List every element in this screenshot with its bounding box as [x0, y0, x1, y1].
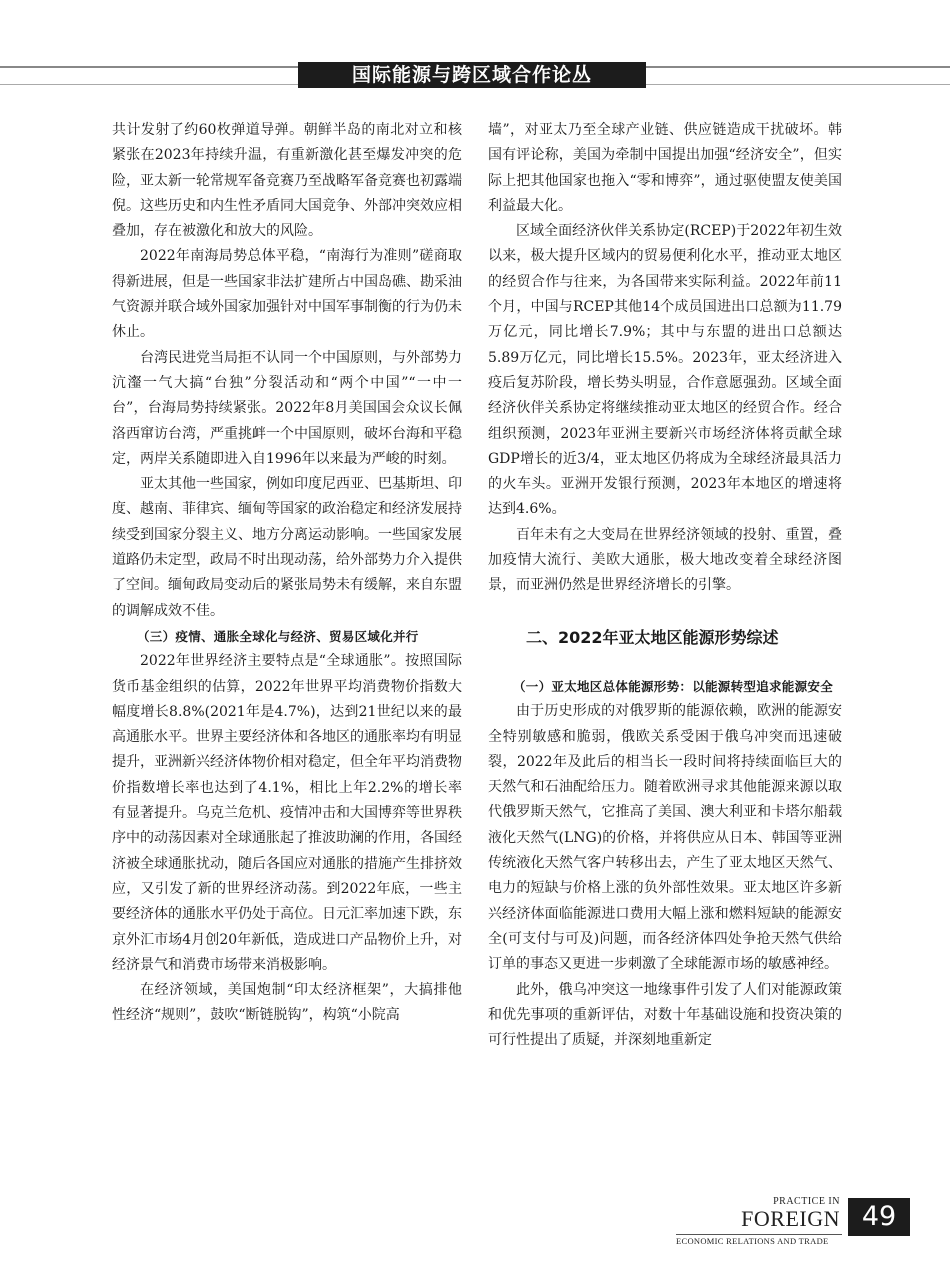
paragraph: 区域全面经济伙伴关系协定(RCEP)于2022年初生效以来，极大提升区域内的贸易便利化水平，推动亚太地区的经贸合作与往来，为各国带来实际利益。2022年前11个月，中国与RCEP其他14个成员国进出口总额为11.79万亿元，同比增长7.9%；其中与东盟的进出口总额达5.89万亿元，同比增长15.5%。2023年，亚太经济进入疫后复苏阶段，增长势头明显，合作意愿强劲。区域全面经济伙伴关系协定将继续推动亚太地区的经贸合作。经合组织预测，2023年亚洲主要新兴市场经济体将贡献全球GDP增长的近3/4，亚太地区仍将成为全球经济最具活力的火车头。亚洲开发银行预测，2023年本地区的增速将达到4.6%。: [488, 223, 842, 518]
logo-foreign-text: FOREIGN: [741, 1206, 840, 1231]
journal-title: 国际能源与跨区域合作论丛: [298, 62, 646, 88]
journal-logo: [676, 1196, 846, 1252]
paragraph: 2022年世界经济主要特点是“全球通胀”。按照国际货币基金组织的估算，2022年世界平均消费物价指数大幅度增长8.8%(2021年是4.7%)，达到21世纪以来的最高通胀水平。世界主要经济体和各地区的通胀率均有明显提升，亚洲新兴经济体物价相对稳定，但全年平均消费物价指数增长率也达到了4.1%，相比上年2.2%的增长率有显著提升。乌克兰危机、疫情冲击和大国博弈等世界秩序中的动荡因素对全球通胀起了推波助澜的作用，各国经济被全球通胀扰动，随后各国应对通胀的措施产生排挤效应，又引发了新的世界经济动荡。到2022年底，一些主要经济体的通胀水平仍处于高位。日元汇率加速下跌，东京外汇市场4月创20年新低，造成进口产品物价上升，对经济景气和消费市场带来消极影响。: [112, 653, 462, 973]
subsection-heading: （一）亚太地区总体能源形势：以能源转型追求能源安全: [513, 678, 834, 694]
logo-econ-text: ECONOMIC RELATIONS AND TRADE: [676, 1236, 829, 1246]
paragraph: 此外，俄乌冲突这一地缘事件引发了人们对能源政策和优先事项的重新评估，对数十年基础设施和投资决策的可行性提出了质疑，并深刻地重新定: [488, 981, 842, 1049]
paragraph: 亚太其他一些国家，例如印度尼西亚、巴基斯坦、印度、越南、菲律宾、缅甸等国家的政治稳定和经济发展持续受到国家分裂主义、地方分离运动影响。一些国家发展道路仍未定型，政局不时出现动荡，给外部势力介入提供了空间。缅甸政局变动后的紧张局势未有缓解，来自东盟的调解成效不佳。: [112, 476, 462, 619]
right-column: [488, 118, 842, 1053]
paragraph: 在经济领域，美国炮制“印太经济框架”，大搞排他性经济“规则”，鼓吹“断链脱钩”，构筑“小院高: [112, 982, 462, 1024]
paragraph: 由于历史形成的对俄罗斯的能源依赖，欧洲的能源安全特别敏感和脆弱，俄欧关系受困于俄乌冲突而迅速破裂，2022年及此后的相当长一段时间将持续面临巨大的天然气和石油配给压力。随着欧洲寻求其他能源来源以取代俄罗斯天然气，它推高了美国、澳大利亚和卡塔尔船载液化天然气(LNG)的价格，并将供应从日本、韩国等亚洲传统液化天然气客户转移出去，产生了亚太地区天然气、电力的短缺与价格上涨的负外部性效果。亚太地区许多新兴经济体面临能源进口费用大幅上涨和燃料短缺的能源安全(可支付与可及)问题，而各经济体四处争抢天然气供给订单的事态又更进一步刺激了全球能源市场的敏感神经。: [488, 703, 842, 973]
logo-rule: [676, 1234, 842, 1235]
left-column: [112, 118, 462, 1029]
paragraph: 百年未有之大变局在世界经济领域的投射、重置，叠加疫情大流行、美欧大通胀，极大地改变着全球经济图景，而亚洲仍然是世界经济增长的引擎。: [488, 526, 842, 594]
section-heading: 二、2022年亚太地区能源形势综述: [526, 627, 779, 647]
page-number: 49: [848, 1198, 910, 1236]
paragraph: 台湾民进党当局拒不认同一个中国原则，与外部势力沆瀣一气大搞“台独”分裂活动和“两个中国”“一中一台”，台海局势持续紧张。2022年8月美国国会众议长佩洛西窜访台湾，严重挑衅一个中国原则，破坏台海和平稳定，两岸关系随即进入自1996年以来最为严峻的时刻。: [112, 349, 462, 467]
subsection-heading: （三）疫情、通胀全球化与经济、贸易区域化并行: [137, 628, 419, 644]
paragraph: 共计发射了约60枚弹道导弹。朝鲜半岛的南北对立和核紧张在2023年持续升温，有重新激化甚至爆发冲突的危险，亚太新一轮常规军备竞赛乃至战略军备竞赛也初露端倪。这些历史和内生性矛盾同大国竞争、外部冲突效应相叠加，存在被激化和放大的风险。: [112, 122, 462, 240]
paragraph: 2022年南海局势总体平稳，“南海行为准则”磋商取得新进展，但是一些国家非法扩建所占中国岛礁、勘采油气资源并联合域外国家加强针对中国军事制衡的行为仍未休止。: [112, 248, 462, 341]
paragraph: 墙”，对亚太乃至全球产业链、供应链造成干扰破坏。韩国有评论称，美国为牵制中国提出加强“经济安全”，但实际上把其他国家也拖入“零和博弈”，通过驱使盟友使美国利益最大化。: [488, 122, 842, 214]
logo-practice-text: PRACTICE IN: [773, 1196, 840, 1207]
